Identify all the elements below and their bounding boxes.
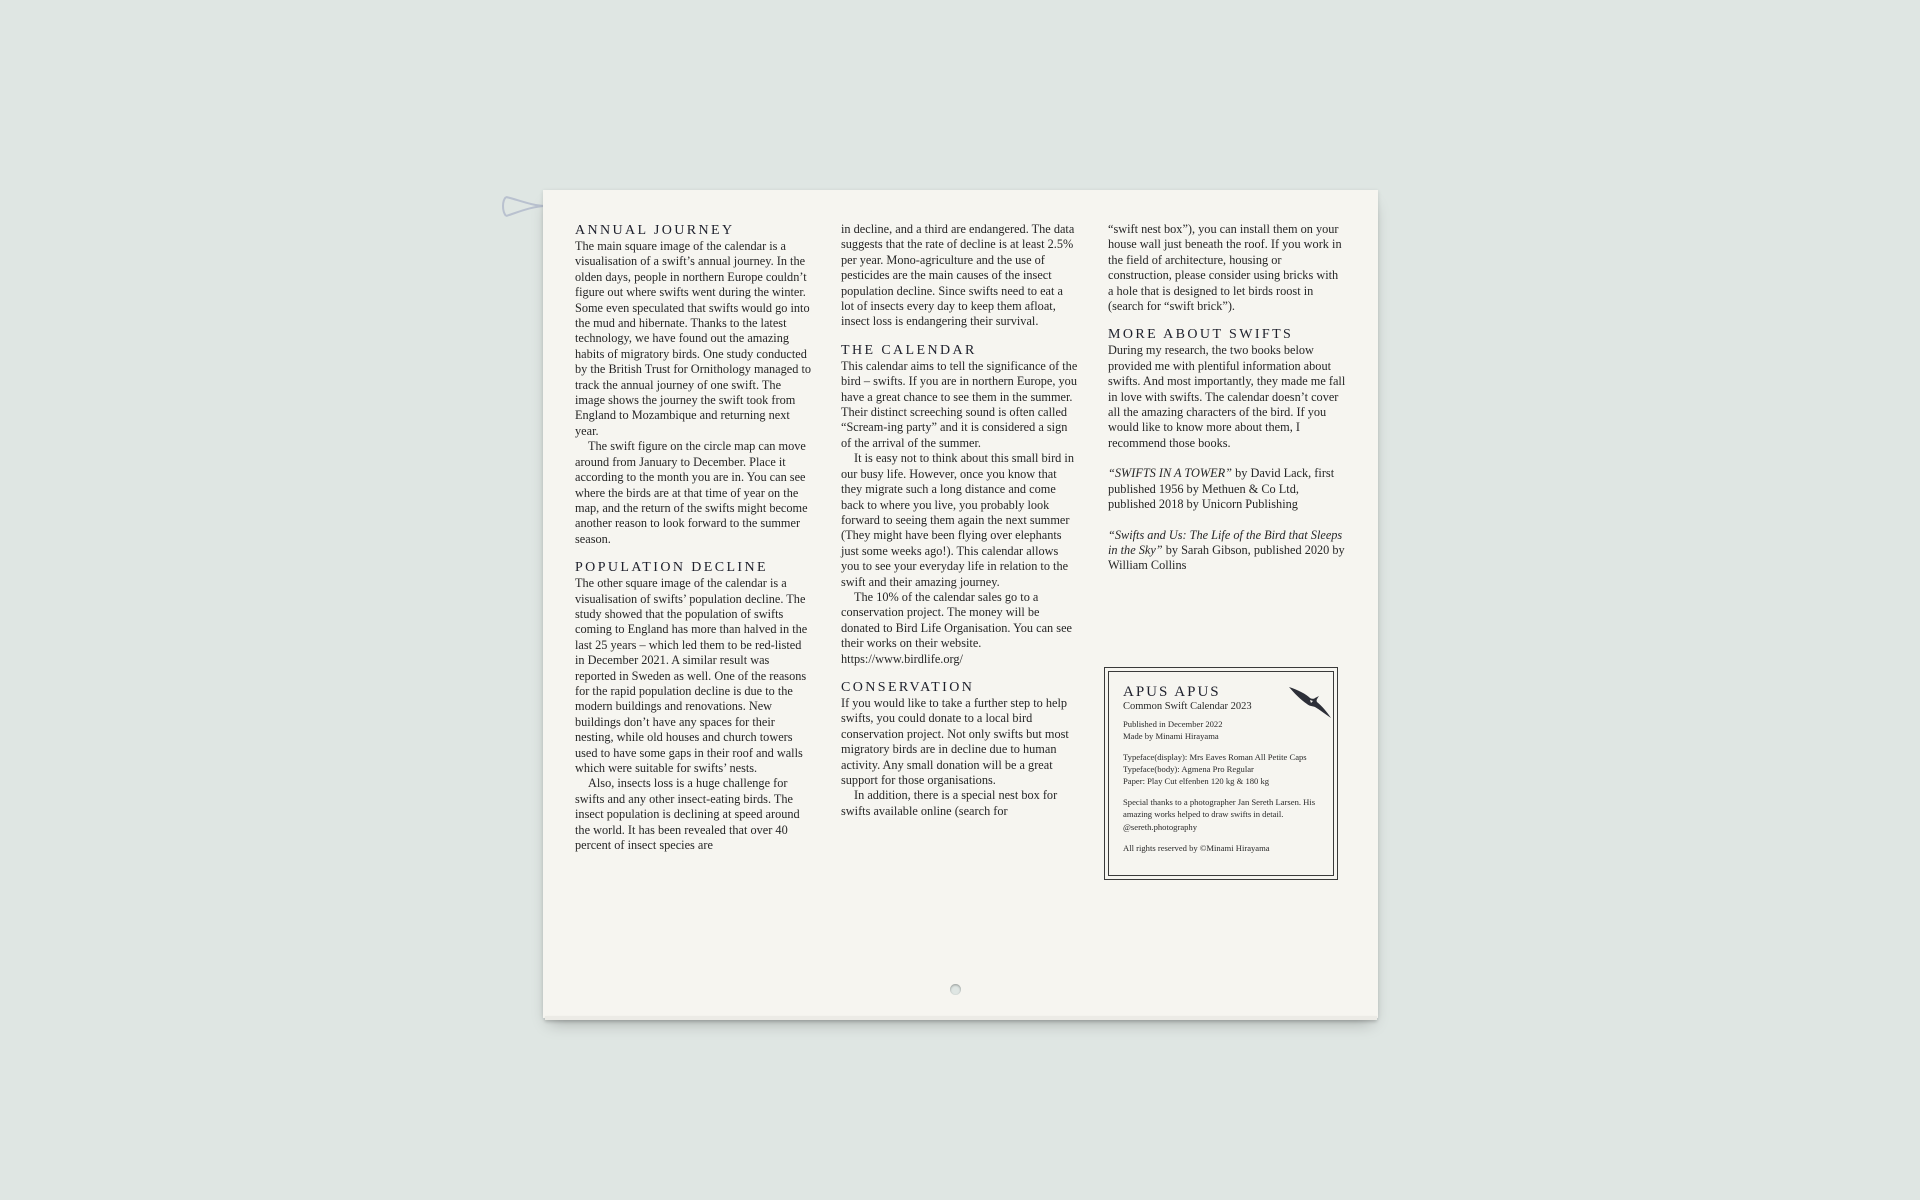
heading-the-calendar: THE CALENDAR: [841, 342, 977, 358]
text-column-3: [1108, 222, 1346, 574]
paragraph: “swift nest box”), you can install them on your house wall just beneath the roof. If you work in the field of architecture, housing or construction, please consider using bricks with a hole that is designed to let birds roost in (search for “swift brick”).: [1108, 222, 1342, 314]
paragraph: This calendar aims to tell the significance of the bird – swifts. If you are in northern Europe, you have a great chance to see them in the summer. Their distinct screeching sound is often called “Scream-ing party” and it is considered a sign of the arrival of the summer.: [841, 358, 1078, 450]
text-column-1: [575, 222, 813, 853]
paragraph: In addition, there is a special nest box for swifts available online (search for: [841, 788, 1058, 818]
colophon-box: [1104, 667, 1338, 880]
swift-bird-icon: [1288, 685, 1332, 719]
book-details: by David Lack, first published 1956 by Methuen & Co Ltd, published 2018 by Unicorn Publishing: [1108, 466, 1335, 512]
book-title: “Swifts and Us: The Life of the Bird that Sleeps in the Sky”: [1108, 527, 1343, 557]
paragraph: The swift figure on the circle map can move around from January to December. Place it according to the month you are in. You can see where the birds are at that time of year on the map, and the return of the swifts might become another reason to look forward to the summer season.: [575, 439, 808, 546]
heading-population-decline: POPULATION DECLINE: [575, 560, 768, 576]
paragraph: The other square image of the calendar is a visualisation of swifts’ population decline. The study showed that the population of swifts coming to England has more than halved in the last 25 years – which led them to be red-listed in December 2021. A similar result was reported in Sweden as well. One of the reasons for the rapid population decline is due to the modern buildings and renovations. New buildings don’t have any spaces for their nesting, while old houses and church towers used to have some gaps in their roof and walls which were suitable for swifts’ nests.: [575, 576, 808, 775]
paragraph: During my research, the two books below provided me with plentiful information about swifts. And most importantly, they made me fall in love with swifts. The calendar doesn’t cover all the amazing characters of the bird. If you would like to know more about them, I recommend those books.: [1108, 343, 1346, 450]
heading-more-about-swifts: MORE ABOUT SWIFTS: [1108, 327, 1294, 343]
typeface-body: Typeface(body): Agmena Pro Regular: [1123, 764, 1254, 774]
paragraph: It is easy not to think about this small bird in our busy life. However, once you know that they migrate such a long distance and come back to where you live, you probably look forward to seeing them again the next summer (They might have been flying over elephants just some weeks ago!). This calendar allows you to see your everyday life in relation to the swift and their amazing journey.: [841, 451, 1074, 589]
hanger-string: [502, 195, 548, 217]
book-title: “SWIFTS IN A TOWER”: [1108, 466, 1233, 481]
paragraph: The main square image of the calendar is a visualisation of a swift’s annual journey. In the olden days, people in northern Europe couldn’t figure out where swifts went during the winter. Some even speculated that swifts would go into the mud and hibernate. Thanks to the latest technology, we have found out the amazing habits of migratory birds. One study conducted by the British Trust for Ornithology managed to track the annual journey of one swift. The image shows the journey the swift took from England to Mozambique and returning next year.: [575, 239, 812, 438]
text-column-2: [841, 222, 1079, 819]
paragraph: If you would like to take a further step to help swifts, you could donate to a local bird conservation project. Not only swifts but most migratory birds are in decline due to human activity. Any small donation will be a great support for those organisations.: [841, 695, 1069, 787]
book-details: by Sarah Gibson, published 2020 by William Collins: [1108, 542, 1345, 573]
typeface-display: Typeface(display): Mrs Eaves Roman All Petite Caps: [1123, 752, 1307, 762]
page-edge: [545, 1016, 1377, 1020]
copyright: All rights reserved by ©Minami Hirayama: [1123, 843, 1270, 853]
heading-conservation: CONSERVATION: [841, 679, 975, 695]
paragraph: The 10% of the calendar sales go to a conservation project. The money will be donated to Bird Life Organisation. You can see their works on their website. https://www.birdlife.org/: [841, 589, 1072, 666]
book-reference-2: [1108, 528, 1346, 574]
paragraph: in decline, and a third are endangered. The data suggests that the rate of decline is at least 2.5% per year. Mono-agriculture and the use of pesticides are the main causes of the insect population decline. Since swifts need to eat a lot of insects every day to keep them afloat, insect loss is endangering their survival.: [841, 222, 1075, 329]
author-credit: Made by Minami Hirayama: [1123, 731, 1219, 741]
colophon-title: APUS APUS: [1123, 684, 1221, 700]
colophon-subtitle: Common Swift Calendar 2023: [1123, 701, 1252, 712]
publish-date: Published in December 2022: [1123, 719, 1223, 729]
book-reference-1: [1108, 466, 1346, 512]
paper-spec: Paper: Play Cut elfenben 120 kg & 180 kg: [1123, 776, 1270, 786]
hanging-hole: [950, 984, 961, 995]
heading-annual-journey: ANNUAL JOURNEY: [575, 223, 735, 238]
paragraph: Also, insects loss is a huge challenge for swifts and any other insect-eating birds. The insect population is declining at speed around the world. It has been revealed that over 40 percent of insect species are: [575, 776, 800, 853]
colophon-inner-border: [1108, 671, 1334, 876]
special-thanks: Special thanks to a photographer Jan Sereth Larsen. His amazing works helped to draw swifts in detail. @sereth.photography: [1123, 797, 1316, 832]
